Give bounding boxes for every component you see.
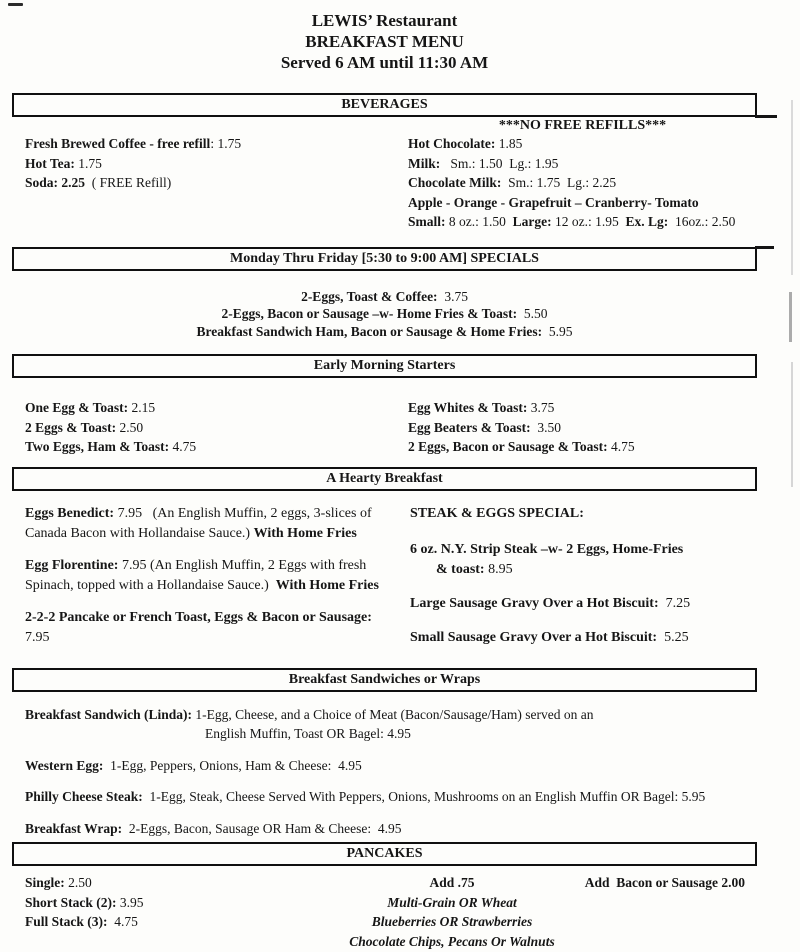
- item-name: Eggs Benedict:: [25, 505, 115, 521]
- item-price: 4.75: [607, 439, 635, 454]
- addon-option: Blueberries OR Strawberries: [371, 914, 533, 929]
- item-name: Philly Cheese Steak:: [25, 789, 143, 804]
- section-title: PANCAKES: [346, 846, 423, 861]
- menu-item: [12, 288, 757, 306]
- item-name: 2-Eggs, Bacon or Sausage –w- Home Fries & Toast:: [221, 306, 518, 321]
- item-name: Egg Beaters & Toast:: [408, 419, 531, 435]
- item-price: 1.85: [495, 136, 523, 151]
- menu-item: [25, 134, 408, 154]
- item-description: 7.95 (An English Muffin, 2 Eggs with fresh Spinach, topped with a Hollandaise Sauce.): [25, 557, 370, 593]
- size-price: 12 oz.: 1.95: [551, 214, 626, 229]
- item-description: 7.95 (An English Muffin, 2 eggs, 3-slices of Canada Bacon with Hollandaise Sauce.): [25, 505, 376, 541]
- item-name: One Egg & Toast:: [25, 400, 129, 415]
- section-title: A Hearty Breakfast: [326, 470, 443, 486]
- item-name: Small Sausage Gravy Over a Hot Biscuit:: [410, 629, 658, 645]
- item-name: Single:: [25, 875, 65, 890]
- juice-sizes: [408, 212, 757, 232]
- addon-option: Multi-Grain OR Wheat: [387, 894, 517, 910]
- pancakes-section: [12, 873, 757, 952]
- no-free-refills-note: ***NO FREE REFILLS***: [498, 118, 667, 133]
- item-price: Sm.: 1.75 Lg.: 2.25: [501, 175, 617, 190]
- section-header-beverages: [12, 93, 757, 117]
- section-header-pancakes: [12, 842, 757, 866]
- menu-item: [25, 787, 757, 807]
- menu-item: [408, 173, 757, 193]
- size-price: 16oz.: 2.50: [668, 214, 736, 229]
- item-price: 3.75: [527, 400, 555, 415]
- section-title: Monday Thru Friday [5:30 to 9:00 AM] SPECIALS: [230, 250, 539, 266]
- menu-item: [408, 437, 757, 457]
- item-name: 2 Eggs, Bacon or Sausage & Toast:: [408, 439, 608, 454]
- item-price: 7.95: [25, 609, 376, 645]
- item-name: Chocolate Milk:: [408, 175, 502, 190]
- menu-item: [12, 323, 757, 341]
- menu-item-continuation: [410, 560, 757, 580]
- menu-item-continuation: English Muffin, Toast OR Bagel: 4.95: [205, 726, 411, 741]
- juice-list: [408, 193, 757, 213]
- menu-item: [25, 173, 408, 193]
- section-header-hearty: [12, 467, 757, 491]
- section-header-specials: [12, 247, 757, 271]
- starters-section: [12, 398, 757, 457]
- column-gap: [397, 504, 410, 660]
- menu-item: [585, 873, 745, 893]
- item-name: Breakfast Wrap:: [25, 820, 123, 836]
- item-name: Hot Tea:: [25, 155, 75, 171]
- item-name: Apple - Orange - Grapefruit – Cranberry- Tomato: [408, 194, 699, 210]
- menu-item: [25, 608, 397, 648]
- menu-item: [410, 628, 757, 648]
- size-label: Large:: [512, 214, 552, 229]
- menu-item: [25, 504, 397, 544]
- beverages-left-column: [25, 117, 408, 232]
- menu-item: [25, 912, 144, 932]
- specials-section: [12, 288, 757, 341]
- size-label: Small:: [408, 214, 446, 229]
- hearty-left-column: [25, 504, 397, 660]
- menu-item: [25, 398, 408, 418]
- starters-left-column: [25, 398, 408, 457]
- item-name: Full Stack (3):: [25, 914, 108, 929]
- addon-option: Chocolate Chips, Pecans Or Walnuts: [349, 933, 555, 949]
- size-label: Ex. Lg:: [625, 214, 669, 229]
- starters-right-column: [408, 398, 757, 457]
- menu-name: BREAKFAST MENU: [305, 32, 464, 51]
- item-name: Breakfast Sandwich Ham, Bacon or Sausage & Home Fries:: [196, 323, 543, 339]
- section-header-sandwiches: [12, 668, 757, 692]
- menu-item: [410, 540, 757, 560]
- menu-item: [408, 134, 757, 154]
- menu-item: [410, 594, 757, 614]
- item-price: 5.25: [657, 629, 689, 645]
- beverages-right-column: [408, 117, 757, 232]
- item-price: : 1.75: [210, 136, 242, 151]
- section-title: Breakfast Sandwiches or Wraps: [288, 671, 481, 687]
- restaurant-name: LEWIS’ Restaurant: [311, 11, 458, 30]
- menu-item: [25, 154, 408, 174]
- item-name: STEAK & EGGS SPECIAL:: [410, 505, 584, 521]
- section-title: Early Morning Starters: [313, 358, 456, 373]
- menu-item: [25, 437, 408, 457]
- item-price: 3.50: [530, 419, 561, 435]
- item-note: With Home Fries: [253, 525, 357, 541]
- item-name: Fresh Brewed Coffee - free refill: [25, 136, 211, 151]
- item-description: 2-Eggs, Bacon, Sausage OR Ham & Cheese: 4.95: [122, 820, 402, 836]
- menu-title-block: [12, 10, 757, 73]
- item-name: Egg Florentine:: [25, 557, 119, 573]
- item-price: 3.75: [437, 288, 468, 304]
- item-description: 1-Egg, Cheese, and a Choice of Meat (Bacon/Sausage/Ham) served on an: [192, 706, 594, 722]
- item-price: 5.95: [542, 323, 573, 339]
- item-price: 2.50: [116, 419, 144, 435]
- item-note: With Home Fries: [275, 577, 379, 593]
- menu-item: [25, 556, 397, 596]
- item-price: 5.50: [517, 306, 548, 321]
- steak-special-heading: [410, 504, 757, 524]
- item-price: 4.75: [169, 439, 197, 454]
- menu-item: [25, 873, 144, 893]
- item-name: Breakfast Sandwich (Linda):: [25, 706, 193, 722]
- size-price: 8 oz.: 1.50: [445, 214, 513, 229]
- item-name: Add .75: [429, 875, 475, 890]
- item-name: Western Egg:: [25, 757, 104, 773]
- item-name: Hot Chocolate:: [408, 136, 496, 151]
- pancakes-meat-addon: [585, 873, 745, 893]
- item-name: Add Bacon or Sausage 2.00: [584, 875, 745, 890]
- hearty-right-column: [410, 504, 757, 660]
- item-name: 2 Eggs & Toast:: [25, 419, 117, 435]
- menu-item: [25, 893, 144, 913]
- item-name: Milk:: [408, 155, 441, 171]
- item-name: & toast:: [436, 561, 485, 577]
- item-price: Sm.: 1.50 Lg.: 1.95: [440, 155, 559, 171]
- hearty-section: [12, 504, 757, 660]
- item-price: 3.95: [116, 894, 144, 910]
- pancakes-left-column: [25, 873, 144, 932]
- item-name: Large Sausage Gravy Over a Hot Biscuit:: [410, 595, 659, 611]
- item-description: 1-Egg, Steak, Cheese Served With Peppers, Onions, Mushrooms on an English Muffin OR Bagel: 5.95: [142, 789, 706, 804]
- item-name: Two Eggs, Ham & Toast:: [25, 439, 170, 454]
- item-name: 6 oz. N.Y. Strip Steak –w- 2 Eggs, Home-Fries: [410, 541, 684, 557]
- menu-item: [25, 705, 757, 725]
- item-name: 2-Eggs, Toast & Coffee:: [301, 288, 438, 304]
- section-title: BEVERAGES: [341, 97, 428, 112]
- item-price: 2.50: [64, 875, 92, 890]
- item-price: 2.15: [128, 400, 156, 415]
- item-name: Egg Whites & Toast:: [408, 400, 528, 415]
- menu-item: [408, 418, 757, 438]
- item-price: 7.25: [658, 595, 691, 611]
- section-header-starters: [12, 354, 757, 378]
- beverages-section: [12, 117, 757, 232]
- menu-item: [25, 756, 757, 776]
- item-price: ( FREE Refill): [85, 175, 172, 190]
- item-description: 1-Egg, Peppers, Onions, Ham & Cheese: 4.95: [103, 757, 362, 773]
- item-price: 1.75: [74, 155, 102, 171]
- item-price: 8.95: [484, 561, 513, 577]
- scan-artifact: [8, 3, 23, 6]
- scan-artifact: [791, 362, 793, 487]
- menu-item: [408, 154, 757, 174]
- menu-item: [12, 305, 757, 323]
- scan-artifact: [791, 100, 793, 275]
- menu-item: [25, 819, 757, 839]
- item-name: 2-2-2 Pancake or French Toast, Eggs & Bacon or Sausage:: [25, 609, 372, 625]
- serving-hours: Served 6 AM until 11:30 AM: [280, 53, 489, 72]
- sandwiches-section: [12, 705, 757, 839]
- scan-artifact: [789, 292, 792, 342]
- menu-item: [25, 418, 408, 438]
- item-price: 4.75: [107, 914, 138, 929]
- item-name: Short Stack (2):: [25, 894, 117, 910]
- menu-item: [408, 398, 757, 418]
- item-name: Soda: 2.25: [25, 175, 86, 190]
